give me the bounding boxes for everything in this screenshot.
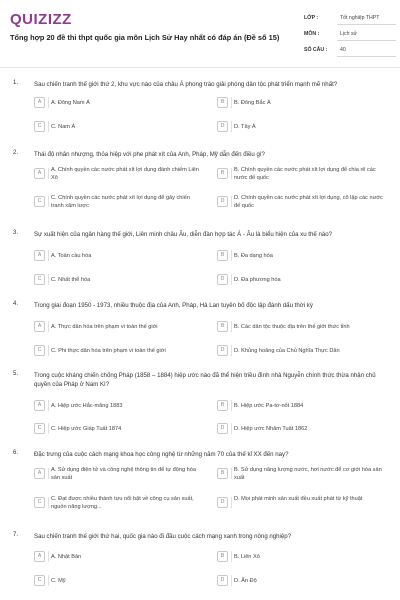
option-divider (231, 400, 232, 411)
option-divider (48, 196, 49, 207)
option-divider (48, 321, 49, 332)
option-letter-box: D (217, 345, 228, 356)
option-letter-box: B (217, 321, 228, 332)
meta-value: Lịch sử (340, 31, 358, 37)
option-text: A. Đông Nam Á (51, 100, 90, 106)
meta-underline (337, 24, 396, 25)
option-letter-box: D (217, 121, 228, 132)
option-text: A. Hiệp ước Hắc-măng 1883 (51, 403, 123, 409)
meta-value: 40 (340, 47, 346, 53)
meta-underline (337, 56, 396, 57)
option-letter-box: A (34, 250, 45, 261)
question-number: 5. (13, 371, 19, 377)
question-text: Thái độ nhân nhượng, thỏa hiệp với phe phát xít của Anh, Pháp, Mỹ dẫn đến điều gì? (34, 151, 265, 158)
option-letter-box: D (217, 497, 228, 508)
option-letter-box: B (217, 168, 228, 179)
option-letter-box: C (34, 497, 45, 508)
option-text: B. Hiệp ước Pa-tơ-nốt 1884 (234, 403, 304, 409)
option-text: B. Các dân tộc thuộc địa trên thế giới thức tỉnh (234, 324, 350, 330)
quizizz-logo: QUIZIZZ (10, 11, 72, 28)
option-text: D. Đa phương hóa (234, 277, 281, 283)
meta-label: MÔN : (304, 31, 320, 37)
option-letter-box: B (217, 400, 228, 411)
option-text: A. Toàn cầu hóa (51, 253, 92, 259)
option-letter-box: C (34, 575, 45, 586)
option-divider (231, 168, 232, 179)
meta-row-class (304, 13, 396, 29)
option-letter-box: C (34, 274, 45, 285)
option-divider (48, 423, 49, 434)
meta-label: SỐ CÂU : (304, 47, 328, 53)
option-text: B. Đa dạng hóa (234, 253, 273, 259)
meta-row-subject (304, 29, 396, 45)
option-divider (48, 575, 49, 586)
option-divider (48, 345, 49, 356)
question-number: 7. (13, 532, 19, 538)
question-number: 1. (13, 80, 19, 86)
option-text: A. Sử dụng điện tử và công nghệ thông tin để tự động hóa sản xuất (51, 467, 196, 481)
option-letter-box: D (217, 274, 228, 285)
option-divider (48, 97, 49, 108)
option-letter-box: B (217, 551, 228, 562)
option-divider (231, 274, 232, 285)
option-letter-box: A (34, 97, 45, 108)
option-text: D. Ấn Độ (234, 578, 257, 584)
option-divider (231, 97, 232, 108)
question-text: Đặc trưng của cuộc cách mạng khoa học công nghệ từ những năm 70 của thế kỉ XX đến nay? (34, 451, 289, 458)
option-text: B. Đông Bắc Á (234, 100, 271, 106)
option-divider (231, 321, 232, 332)
question-number: 4. (13, 301, 19, 307)
option-divider (48, 400, 49, 411)
option-letter-box: C (34, 196, 45, 207)
option-divider (48, 168, 49, 179)
option-divider (231, 250, 232, 261)
option-letter-box: D (217, 423, 228, 434)
meta-label: LỚP : (304, 15, 319, 21)
option-text: C. Hiệp ước Giáp Tuất 1874 (51, 426, 122, 432)
option-divider (48, 497, 49, 508)
question-number: 3. (13, 230, 19, 236)
option-text: C. Phi thực dân hóa trên phạm vi toàn thế giới (51, 348, 166, 354)
option-text: A. Thực dân hóa trên phạm vi toàn thế giới (51, 324, 158, 330)
option-letter-box: A (34, 321, 45, 332)
question-number: 6. (13, 450, 19, 456)
option-divider (231, 497, 232, 508)
option-text: A. Chính quyền các nước phát xít lợi dụng đánh chiếm Liên Xô (51, 167, 199, 181)
option-divider (231, 196, 232, 207)
option-text: B. Liên Xô (234, 554, 260, 560)
worksheet-title: Tổng hợp 20 đề thi thpt quốc gia môn Lịch Sử Hay nhất có đáp án (Đề số 15) (10, 33, 280, 42)
option-divider (231, 345, 232, 356)
option-divider (231, 575, 232, 586)
option-letter-box: C (34, 345, 45, 356)
option-text: A. Nhật Bản (51, 554, 82, 560)
option-text: D. Tây Á (234, 124, 256, 130)
option-text: C. Nhất thể hóa (51, 277, 91, 283)
option-text: C. Đạt được nhiều thành tựu nổi bật về công cụ sản xuất, nguồn năng lượng... (51, 496, 194, 510)
option-letter-box: C (34, 121, 45, 132)
option-letter-box: D (217, 196, 228, 207)
option-text: C. Nam Á (51, 124, 76, 130)
meta-value: Tốt nghiệp THPT (340, 15, 380, 21)
option-text: D. Mọi phát minh sản xuất đều xuất phát từ kỹ thuật (234, 496, 363, 502)
question-number: 2. (13, 150, 19, 156)
option-divider (48, 468, 49, 479)
worksheet-header (0, 0, 400, 68)
option-divider (231, 423, 232, 434)
option-letter-box: A (34, 551, 45, 562)
option-text: C. Mỹ (51, 578, 66, 584)
question-text: Sau chiến tranh thế giới thứ 2, khu vực nào của châu Á phong trào giải phóng dân tộc phát triển mạnh mẽ nhất? (34, 81, 338, 88)
option-text: D. Khủng hoảng của Chủ Nghĩa Thực Dân (234, 348, 340, 354)
option-letter-box: A (34, 468, 45, 479)
option-text: D. Chính quyền các nước phát xít lợi dụng, cô lập các nước đế quốc (234, 195, 383, 209)
option-letter-box: B (217, 250, 228, 261)
question-text: Trong giai đoạn 1950 - 1973, nhiều thuộc địa của Anh, Pháp, Hà Lan tuyên bố độc lập đánh dấu thời kỳ (34, 302, 313, 309)
option-letter-box: B (217, 468, 228, 479)
option-letter-box: B (217, 97, 228, 108)
option-text: B. Chính quyền các nước phát xít lợi dụng để chia rẽ các nước đế quốc (234, 167, 376, 181)
option-divider (48, 121, 49, 132)
option-letter-box: A (34, 400, 45, 411)
question-text: Trong cuộc kháng chiến chống Pháp (1858 – 1884) hiệp ước nào đã thể hiện triều đình nhà Nguyễn chính thức thừa nhận chủ quyền của Pháp ở Nam Kì? (34, 372, 376, 388)
option-text: B. Sử dụng năng lượng nước, hơi nước để cơ giới hóa sản xuất (234, 467, 382, 481)
meta-row-count (304, 45, 396, 61)
option-letter-box: D (217, 575, 228, 586)
option-text: C. Chính quyền các nước phát xít lợi dụng để gây chiến tranh xâm lược (51, 195, 190, 209)
option-text: D. Hiệp ước Nhâm Tuất 1862 (234, 426, 308, 432)
meta-underline (337, 40, 396, 41)
worksheet-meta (304, 13, 396, 61)
option-divider (231, 551, 232, 562)
option-divider (231, 121, 232, 132)
question-text: Sau chiến tranh thế giới thứ hai, quốc gia nào đi đầu cuộc cách mạng xanh trong nông nghiệp? (34, 533, 292, 540)
option-divider (231, 468, 232, 479)
option-letter-box: C (34, 423, 45, 434)
question-text: Sự xuất hiện của ngân hàng thế giới, Liên minh châu Âu, diễn đàn hợp tác Á - Âu là biểu hiện của xu thế nào? (34, 231, 333, 238)
option-divider (48, 250, 49, 261)
option-divider (48, 274, 49, 285)
option-letter-box: A (34, 168, 45, 179)
option-divider (48, 551, 49, 562)
